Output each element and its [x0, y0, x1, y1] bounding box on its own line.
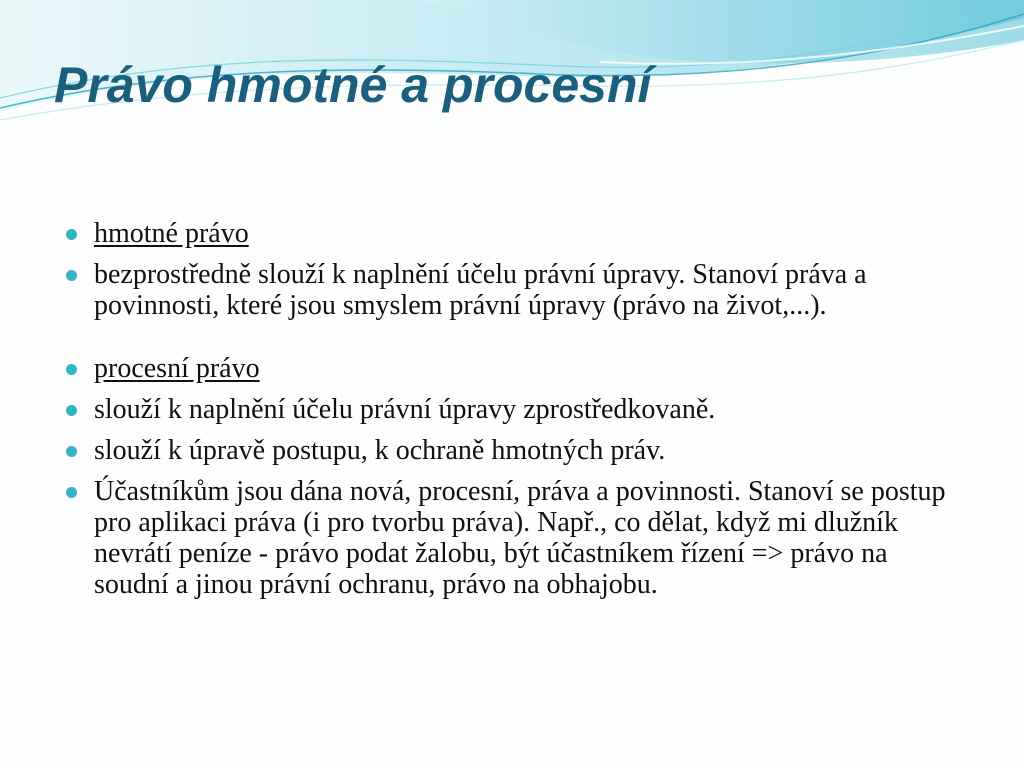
bullet-dot-icon [66, 364, 77, 375]
bullet-item [66, 476, 966, 600]
slide-title: Právo hmotné a procesní [54, 57, 652, 113]
bullet-text: Účastníkům jsou dána nová, procesní, práva a povinnosti. Stanoví se postup pro aplikaci práva (i pro tvorbu práva). Např., co dělat, když mi dlužník nevrátí peníze - právo podat žalobu, být účastníkem řízení => právo na soudní a jinou právní ochranu, právo na obhajobu. [94, 476, 946, 600]
bullet-heading-text: procesní právo [94, 353, 260, 384]
bullet-text: slouží k úpravě postupu, k ochraně hmotných práv. [94, 435, 666, 466]
bullet-dot-icon [66, 446, 77, 457]
bullet-item [66, 394, 966, 425]
bullet-item [66, 353, 966, 384]
bullet-dot-icon [66, 229, 77, 240]
bullet-list [66, 218, 966, 600]
slide-content [66, 218, 966, 610]
bullet-item [66, 218, 966, 249]
bullet-item [66, 259, 966, 321]
bullet-dot-icon [66, 405, 77, 416]
bullet-heading-text: hmotné právo [94, 218, 249, 249]
bullet-dot-icon [66, 270, 77, 281]
bullet-item [66, 435, 966, 466]
bullet-dot-icon [66, 487, 77, 498]
bullet-text: bezprostředně slouží k naplnění účelu právní úpravy. Stanoví práva a povinnosti, které jsou smyslem právní úpravy (právo na život,...). [94, 259, 867, 321]
bullet-text: slouží k naplnění účelu právní úpravy zprostředkovaně. [94, 394, 716, 425]
